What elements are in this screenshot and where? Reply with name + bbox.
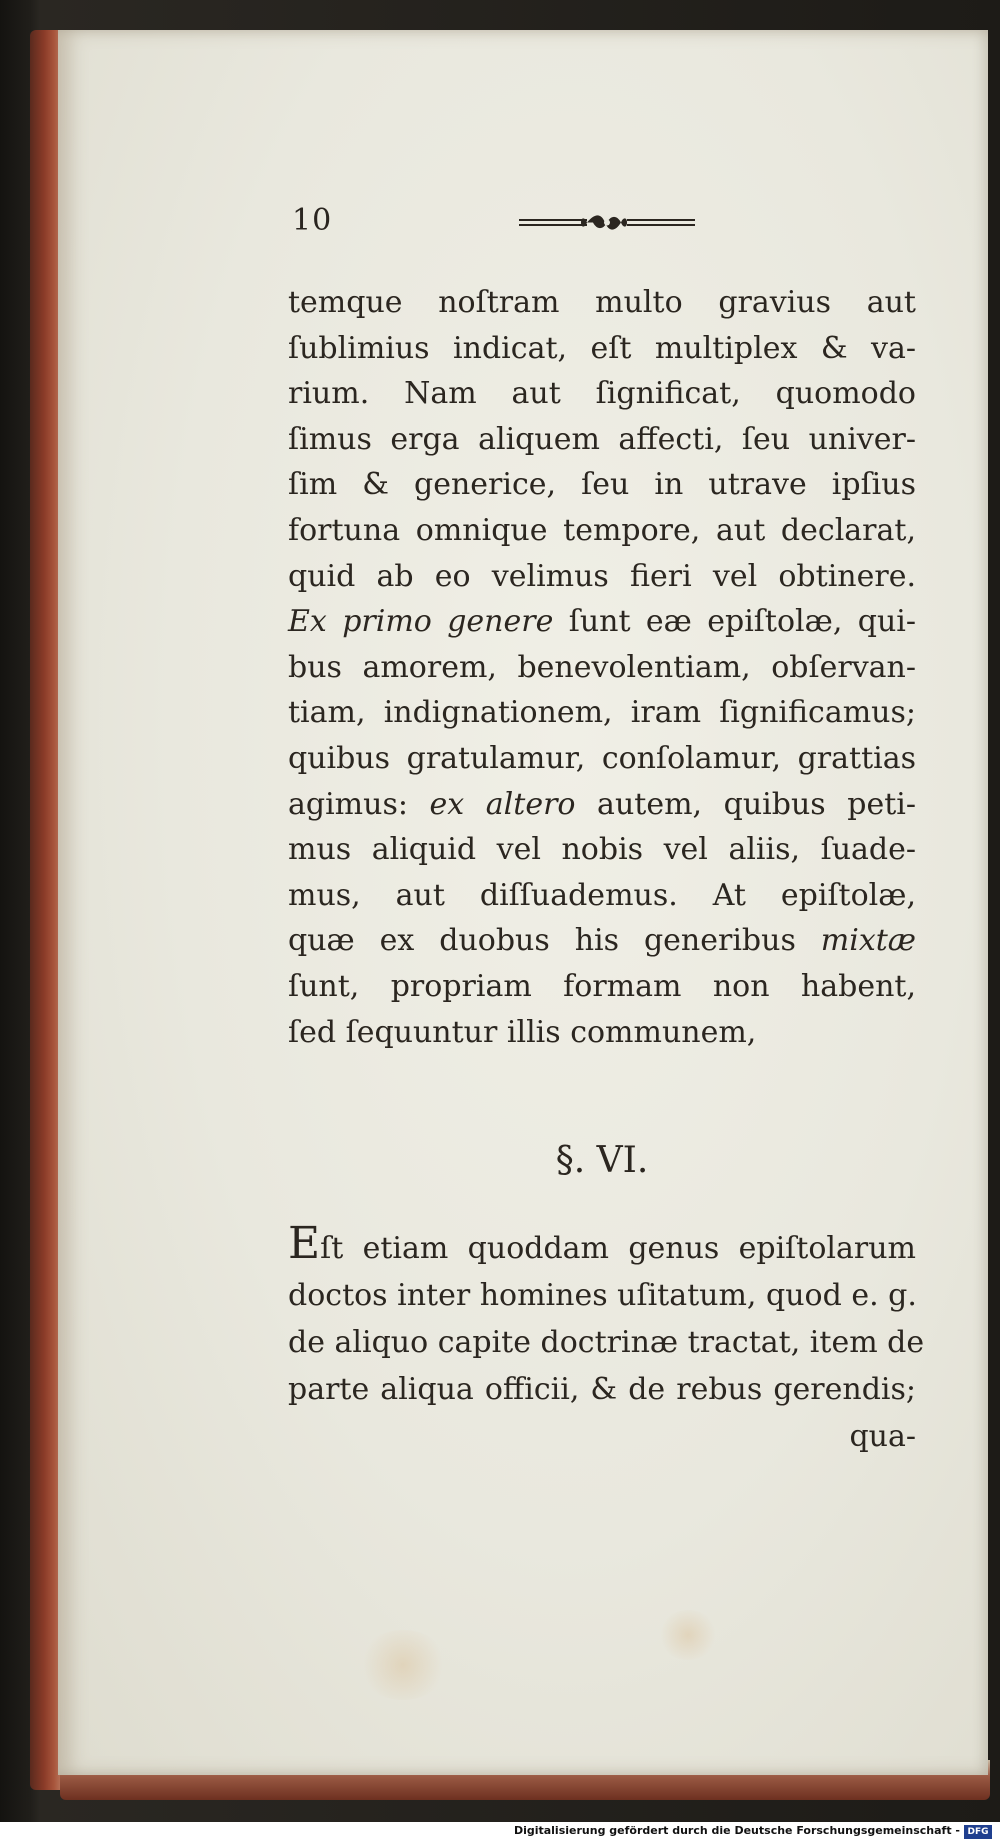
text-line: fortuna omnique tempore, aut declarat, [288,512,916,548]
text-line [288,599,916,645]
text-line: rium. Nam aut ſignificat, quomodo [288,376,916,412]
text-line: ſublimius indicat, eſt multiplex & va- [288,330,916,366]
page-header [292,203,912,243]
text-line [288,1218,916,1272]
body-text-block [288,280,916,1055]
text-line [288,918,916,964]
text-line: mus, aut diſſuademus. At epiſtolæ, [288,877,916,913]
text-line: quid ab eo velimus fieri vel obtinere. [288,558,916,594]
text-span: autem, quibus peti- [575,786,916,822]
text-line: de aliquo capite doctrinæ tractat, item de [288,1325,925,1360]
catchword: qua- [849,1419,916,1454]
italic-text: Ex primo genere [288,604,554,640]
italic-text: ex altero [429,786,576,822]
text-line: ſed ſequuntur illis communem, [288,1014,757,1050]
section-heading: §. VI. [555,1140,649,1181]
text-line [288,782,916,828]
text-line: parte aliqua officii, & de rebus gerendis; [288,1372,916,1407]
text-line: doctos inter homines uſitatum, quod e. g. [288,1278,917,1313]
text-line: mus aliquid vel nobis vel aliis, ſuade- [288,832,916,868]
text-span: agimus: [288,786,430,822]
foxing-stain [358,1630,448,1700]
text-line: temque noſtram multo gravius aut [288,285,916,320]
text-span: ſt etiam quoddam genus epiſtolarum [320,1231,916,1266]
drop-cap: E [288,1218,321,1269]
text-span: ſunt eæ epiſtolæ, qui- [553,604,916,640]
italic-text: mixtæ [820,923,916,959]
text-span: quæ ex duobus his generibus [288,923,821,959]
foxing-stain [658,1610,718,1660]
body-text-block-2 [288,1218,925,1460]
dfg-logo-icon: DFG [964,1825,992,1839]
footer-credit: Digitalisierung gefördert durch die Deutsche Forschungsgemeinschaft - [513,1824,960,1837]
decorative-rule-icon [517,211,697,235]
text-line: bus amorem, benevolentiam, obſervan- [288,649,916,685]
text-line: quibus gratulamur, conſolamur, grattias [288,740,916,776]
text-line: ſunt, propriam formam non habent, [288,968,916,1004]
text-line: tiam, indignationem, iram ſignificamus; [288,695,916,731]
text-line: ſimus erga aliquem affecti, ſeu univer- [288,421,916,457]
page-number: 10 [292,203,333,238]
text-line: ſim & generice, ſeu in utrave ipſius [288,467,916,503]
